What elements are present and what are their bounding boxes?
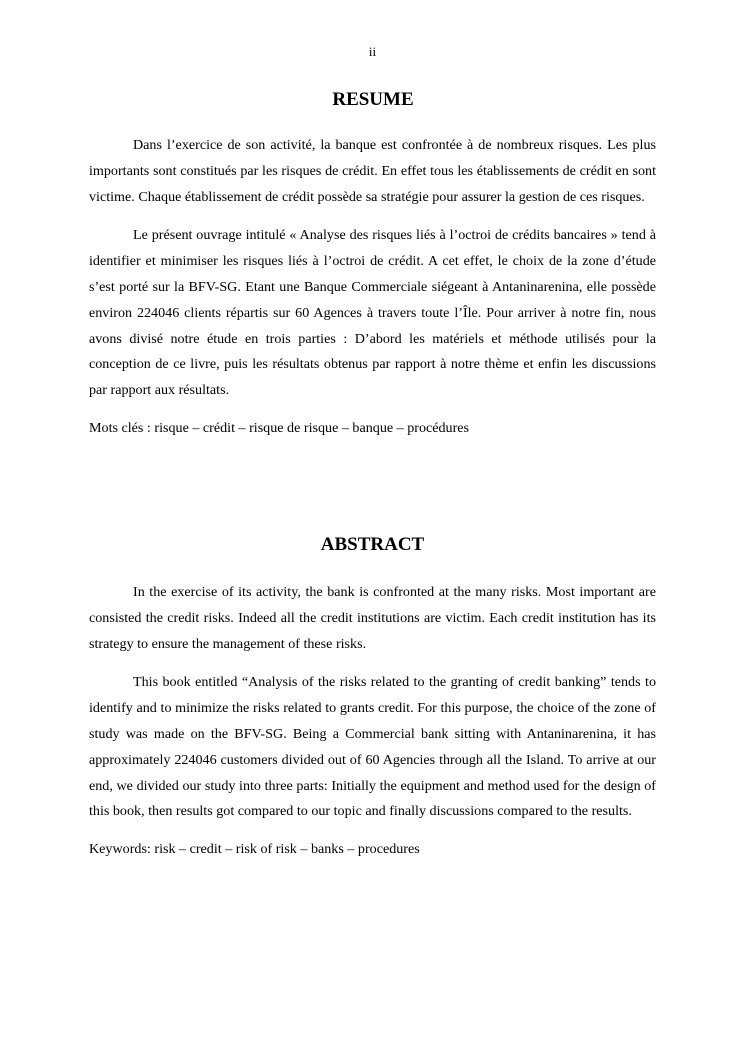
abstract-title: ABSTRACT (320, 534, 425, 555)
resume-section (89, 89, 656, 439)
abstract-section (89, 534, 656, 860)
resume-paragraph-1: Dans l’exercice de son activité, la banque est confrontée à de nombreux risques. Les plus importants sont constitués par les risques de crédit. En effet tous les établissements de crédit en sont victime. Chaque établissement de crédit possède sa stratégie pour assurer la gestion de ces risques. (89, 137, 656, 205)
abstract-paragraph-1: In the exercise of its activity, the bank is confronted at the many risks. Most important are consisted the credit risks. Indeed all the credit institutions are victim. Each credit institution has its strategy to ensure the management of these risks. (89, 584, 656, 652)
resume-title: RESUME (332, 89, 414, 110)
abstract-paragraph-2: This book entitled “Analysis of the risks related to the granting of credit banking” tends to identify and to minimize the risks related to grants credit. For this purpose, the choice of the zone of study was made on the BFV-SG. Being a Commercial bank sitting with Antaninarenina, it has approximately 224046 customers divided out of 60 Agencies through all the Island. To arrive at our end, we divided our study into three parts: Initially the equipment and method used for the design of this book, then results got compared to our topic and finally discussions compared to the results. (89, 674, 656, 820)
resume-paragraph-2: Le présent ouvrage intitulé « Analyse des risques liés à l’octroi de crédits bancaires » tend à identifier et minimiser les risques liés à l’octroi de crédit. A cet effet, le choix de la zone d’étude s’est porté sur la BFV-SG. Etant une Banque Commerciale siégeant à Antaninarenina, elle possède environ 224046 clients répartis sur 60 Agences à travers toute l’Île. Pour arriver à notre fin, nous avons divisé notre étude en trois parties : D’abord les matériels et méthode utilisés pour la conception de ce livre, puis les résultats obtenus par rapport à notre thème et enfin les discussions par rapport aux résultats. (89, 227, 656, 399)
abstract-keywords: Keywords: risk – credit – risk of risk – banks – procedures (89, 841, 420, 858)
resume-keywords: Mots clés : risque – crédit – risque de risque – banque – procédures (89, 419, 470, 436)
page-number: ii (368, 44, 377, 59)
